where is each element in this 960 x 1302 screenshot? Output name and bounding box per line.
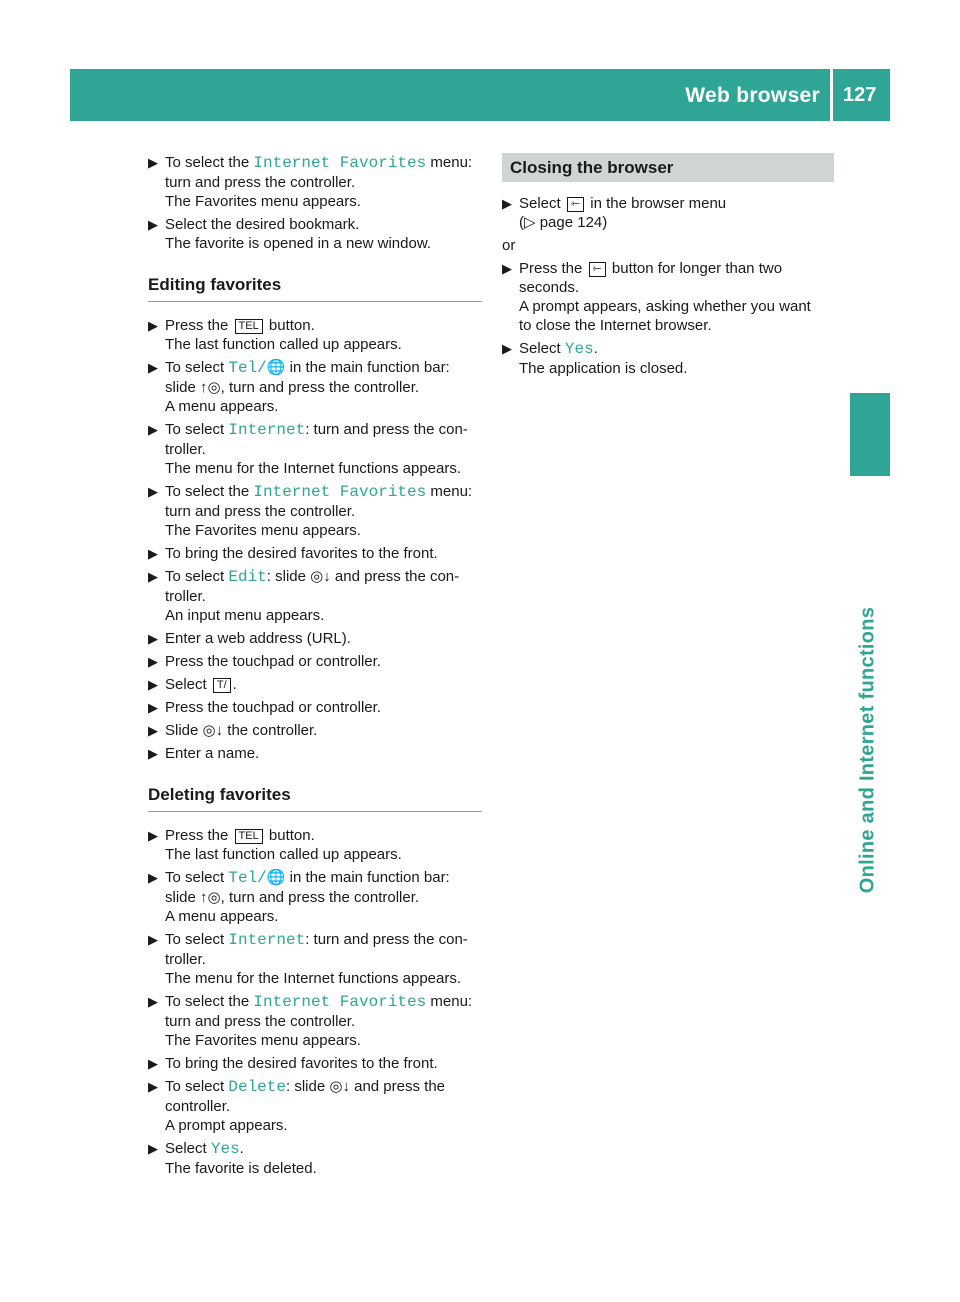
slide-up-icon: ↑ (200, 889, 208, 906)
arrow-icon: ▶ (148, 484, 158, 499)
or-text: or (502, 237, 516, 254)
step: ▶ Press the touchpad or controller. (148, 699, 381, 716)
arrow-icon: ▶ (148, 631, 158, 646)
step: ▶ To bring the desired favorites to the front. (148, 545, 438, 562)
menu-item-edit: Edit (228, 568, 267, 586)
step: ▶ Press the TEL button. The last function called up appears. (148, 317, 402, 353)
menu-item-internet-favorites: Internet Favorites (253, 154, 427, 172)
step: ▶ To select Delete: slide ◎↓ and press the controller. A prompt appears. (148, 1078, 445, 1134)
globe-icon: 🌐 (266, 869, 286, 886)
step: ▶ Enter a name. (148, 745, 260, 762)
controller-icon: ◎ (329, 1078, 343, 1095)
step: ▶ To select Tel/🌐 in the main function bar: slide ↑◎, turn and press the controller. A menu appears. (148, 869, 450, 925)
menu-item-tel: Tel/ (228, 869, 267, 887)
arrow-icon: ▶ (148, 994, 158, 1009)
arrow-icon: ▶ (148, 828, 158, 843)
step: ▶ To select the Internet Favorites menu: turn and press the controller. The Favorites menu appears. (148, 993, 473, 1049)
step: ▶ Slide ◎↓ the controller. (148, 722, 318, 739)
section-heading-editing: Editing favorites (148, 275, 482, 302)
arrow-icon: ▶ (502, 341, 512, 356)
step: ▶ Select T/ . (148, 676, 237, 693)
header-separator (830, 69, 833, 121)
arrow-icon: ▶ (148, 1079, 158, 1094)
back-icon: ⇽ (589, 262, 606, 277)
slide-down-icon: ↓ (323, 568, 331, 585)
menu-item-internet-favorites: Internet Favorites (253, 993, 427, 1011)
arrow-icon: ▶ (148, 1141, 158, 1156)
globe-icon: 🌐 (266, 359, 286, 376)
tel-key-icon: TEL (235, 319, 263, 334)
step: ▶ Select Yes. The favorite is deleted. (148, 1140, 317, 1177)
step: ▶ To select Internet: turn and press the con- troller. The menu for the Internet functions appears. (148, 421, 468, 477)
step: ▶ Press the TEL button. The last function called up appears. (148, 827, 402, 863)
arrow-icon: ▶ (148, 723, 158, 738)
arrow-icon: ▶ (148, 870, 158, 885)
left-column (148, 153, 482, 1182)
arrow-icon: ▶ (148, 569, 158, 584)
arrow-icon: ▶ (148, 422, 158, 437)
section-heading-closing: Closing the browser (502, 153, 834, 182)
arrow-icon: ▶ (502, 196, 512, 211)
arrow-icon: ▶ (148, 700, 158, 715)
step: ▶ Press the ⇽ button for longer than two seconds. A prompt appears, asking whether you want to close the Internet browser. (502, 260, 811, 334)
step: ▶ Press the touchpad or controller. (148, 653, 381, 670)
controller-icon: ◎ (202, 722, 216, 739)
step: ▶ Select the desired bookmark. The favorite is opened in a new window. (148, 216, 431, 252)
controller-icon: ◎ (207, 889, 221, 906)
right-column (502, 153, 834, 382)
step: ▶ To select Edit: slide ◎↓ and press the con- troller. An input menu appears. (148, 568, 460, 624)
step: ▶ To select the Internet Favorites menu: turn and press the controller. The Favorites menu appears. (148, 483, 473, 539)
slide-up-icon: ↑ (200, 379, 208, 396)
step: ▶ Select Yes. The application is closed. (502, 340, 688, 377)
menu-item-yes: Yes (564, 340, 594, 358)
menu-item-internet-favorites: Internet Favorites (253, 483, 427, 501)
step: ▶ To select Internet: turn and press the con- troller. The menu for the Internet functions appears. (148, 931, 468, 987)
arrow-icon: ▶ (148, 677, 158, 692)
side-tab-label: Online and Internet functions (856, 606, 879, 894)
page-title: Web browser (685, 84, 820, 107)
arrow-icon: ▶ (148, 318, 158, 333)
slide-down-icon: ↓ (342, 1078, 350, 1095)
menu-item-delete: Delete (228, 1078, 286, 1096)
arrow-icon: ▶ (502, 261, 512, 276)
step: ▶ To select the Internet Favorites menu: turn and press the controller. The Favorites menu appears. (148, 154, 473, 210)
arrow-icon: ▶ (148, 654, 158, 669)
menu-item-yes: Yes (210, 1140, 240, 1158)
arrow-icon: ▶ (148, 155, 158, 170)
text-input-icon: T/ (213, 678, 231, 693)
menu-item-internet: Internet (228, 421, 306, 439)
arrow-icon: ▶ (148, 746, 158, 761)
arrow-icon: ▶ (148, 217, 158, 232)
tel-key-icon: TEL (235, 829, 263, 844)
section-heading-deleting: Deleting favorites (148, 785, 482, 812)
menu-item-internet: Internet (228, 931, 306, 949)
arrow-icon: ▶ (148, 546, 158, 561)
step: ▶ To select Tel/🌐 in the main function bar: slide ↑◎, turn and press the controller. A menu appears. (148, 359, 450, 415)
arrow-icon: ▶ (148, 360, 158, 375)
arrow-icon: ▶ (148, 1056, 158, 1071)
menu-item-tel: Tel/ (228, 359, 267, 377)
step: ▶ To bring the desired favorites to the front. (148, 1055, 438, 1072)
arrow-icon: ▶ (148, 932, 158, 947)
step: ▶ Enter a web address (URL). (148, 630, 351, 647)
step: ▶ Select ⇽ in the browser menu (▷ page 124) (502, 195, 727, 231)
slide-down-icon: ↓ (215, 722, 224, 739)
back-icon: ⇽ (567, 197, 584, 212)
controller-icon: ◎ (310, 568, 324, 585)
page-number: 127 (843, 84, 877, 106)
side-tab-marker (850, 393, 890, 476)
controller-icon: ◎ (207, 379, 221, 396)
